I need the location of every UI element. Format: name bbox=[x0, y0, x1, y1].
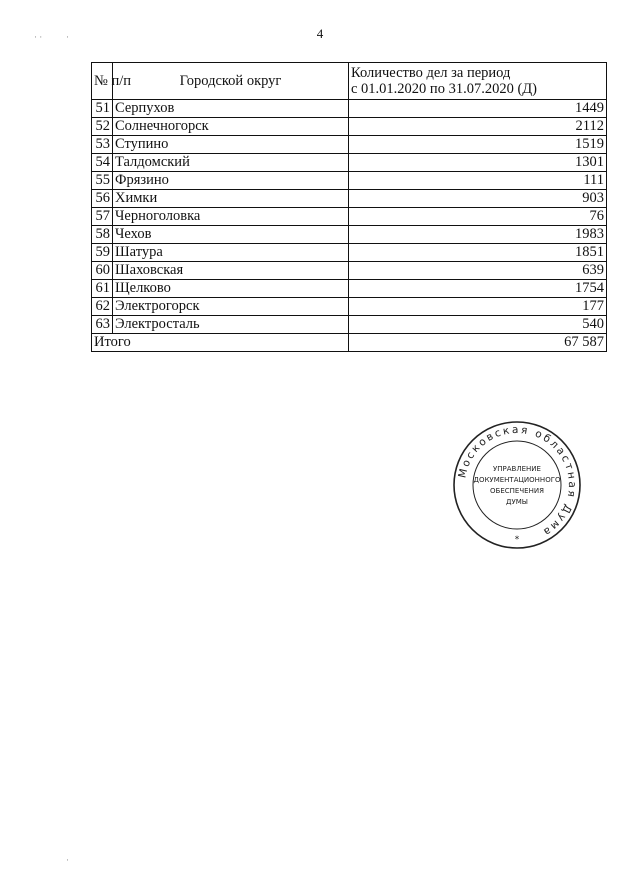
table-row bbox=[92, 136, 607, 154]
row-num: 55 bbox=[92, 172, 113, 190]
row-district: Фрязино bbox=[113, 172, 349, 190]
table-row bbox=[92, 172, 607, 190]
row-count: 76 bbox=[349, 208, 607, 226]
row-district: Серпухов bbox=[113, 100, 349, 118]
seal-inner-ring bbox=[473, 441, 561, 529]
row-district: Шатура bbox=[113, 244, 349, 262]
header-num bbox=[92, 63, 132, 100]
row-num: 52 bbox=[92, 118, 113, 136]
row-count: 639 bbox=[349, 262, 607, 280]
table-row bbox=[92, 298, 607, 316]
row-district: Солнечногорск bbox=[113, 118, 349, 136]
seal-center-line: ДОКУМЕНТАЦИОННОГО bbox=[473, 476, 561, 484]
row-num: 59 bbox=[92, 244, 113, 262]
seal-center-line: УПРАВЛЕНИЕ bbox=[493, 465, 541, 473]
total-count: 67 587 bbox=[349, 334, 607, 352]
header-name bbox=[113, 63, 349, 100]
seal-star: * bbox=[514, 535, 520, 545]
page-number: 4 bbox=[316, 26, 324, 41]
row-count: 903 bbox=[349, 190, 607, 208]
row-count: 1851 bbox=[349, 244, 607, 262]
table-row bbox=[92, 208, 607, 226]
row-district: Шаховская bbox=[113, 262, 349, 280]
row-num: 57 bbox=[92, 208, 113, 226]
header-count-line2: с 01.01.2020 по 31.07.2020 (Д) bbox=[351, 81, 537, 97]
table-header-row bbox=[92, 63, 607, 100]
row-district: Ступино bbox=[113, 136, 349, 154]
cases-table bbox=[91, 62, 607, 352]
seal-center-text bbox=[473, 465, 560, 506]
header-num-label: № п/п bbox=[94, 73, 132, 89]
table-row bbox=[92, 262, 607, 280]
table-row bbox=[92, 226, 607, 244]
row-num: 56 bbox=[92, 190, 113, 208]
row-district: Электрогорск bbox=[113, 298, 349, 316]
table-row bbox=[92, 154, 607, 172]
seal-ring-text: Московская областная Дума bbox=[456, 423, 579, 539]
table-row bbox=[92, 280, 607, 298]
table-row bbox=[92, 118, 607, 136]
row-count: 111 bbox=[349, 172, 607, 190]
row-district: Талдомский bbox=[113, 154, 349, 172]
row-count: 177 bbox=[349, 298, 607, 316]
scan-speck: · bbox=[66, 855, 69, 865]
header-count bbox=[349, 63, 607, 100]
official-seal bbox=[452, 420, 582, 550]
total-label: Итого bbox=[92, 334, 349, 352]
row-num: 60 bbox=[92, 262, 113, 280]
row-count: 1983 bbox=[349, 226, 607, 244]
row-num: 54 bbox=[92, 154, 113, 172]
row-num: 62 bbox=[92, 298, 113, 316]
row-district: Чехов bbox=[113, 226, 349, 244]
row-num: 51 bbox=[92, 100, 113, 118]
row-num: 61 bbox=[92, 280, 113, 298]
row-district: Черноголовка bbox=[113, 208, 349, 226]
total-row bbox=[92, 334, 607, 352]
row-num: 58 bbox=[92, 226, 113, 244]
header-name-label: Городской округ bbox=[179, 73, 282, 89]
row-district: Химки bbox=[113, 190, 349, 208]
row-district: Щелково bbox=[113, 280, 349, 298]
row-count: 1754 bbox=[349, 280, 607, 298]
row-num: 53 bbox=[92, 136, 113, 154]
seal-center-line: ОБЕСПЕЧЕНИЯ bbox=[490, 487, 544, 495]
row-count: 2112 bbox=[349, 118, 607, 136]
table-row bbox=[92, 190, 607, 208]
row-num: 63 bbox=[92, 316, 113, 334]
header-count-line1: Количество дел за период bbox=[351, 65, 511, 81]
row-count: 540 bbox=[349, 316, 607, 334]
row-count: 1449 bbox=[349, 100, 607, 118]
table-row bbox=[92, 316, 607, 334]
scan-speck: · bbox=[66, 32, 69, 42]
row-count: 1519 bbox=[349, 136, 607, 154]
scan-speck: · · bbox=[34, 32, 43, 42]
row-count: 1301 bbox=[349, 154, 607, 172]
row-district: Электросталь bbox=[113, 316, 349, 334]
seal-center-line: ДУМЫ bbox=[506, 498, 528, 506]
table-row bbox=[92, 244, 607, 262]
table-row bbox=[92, 100, 607, 118]
